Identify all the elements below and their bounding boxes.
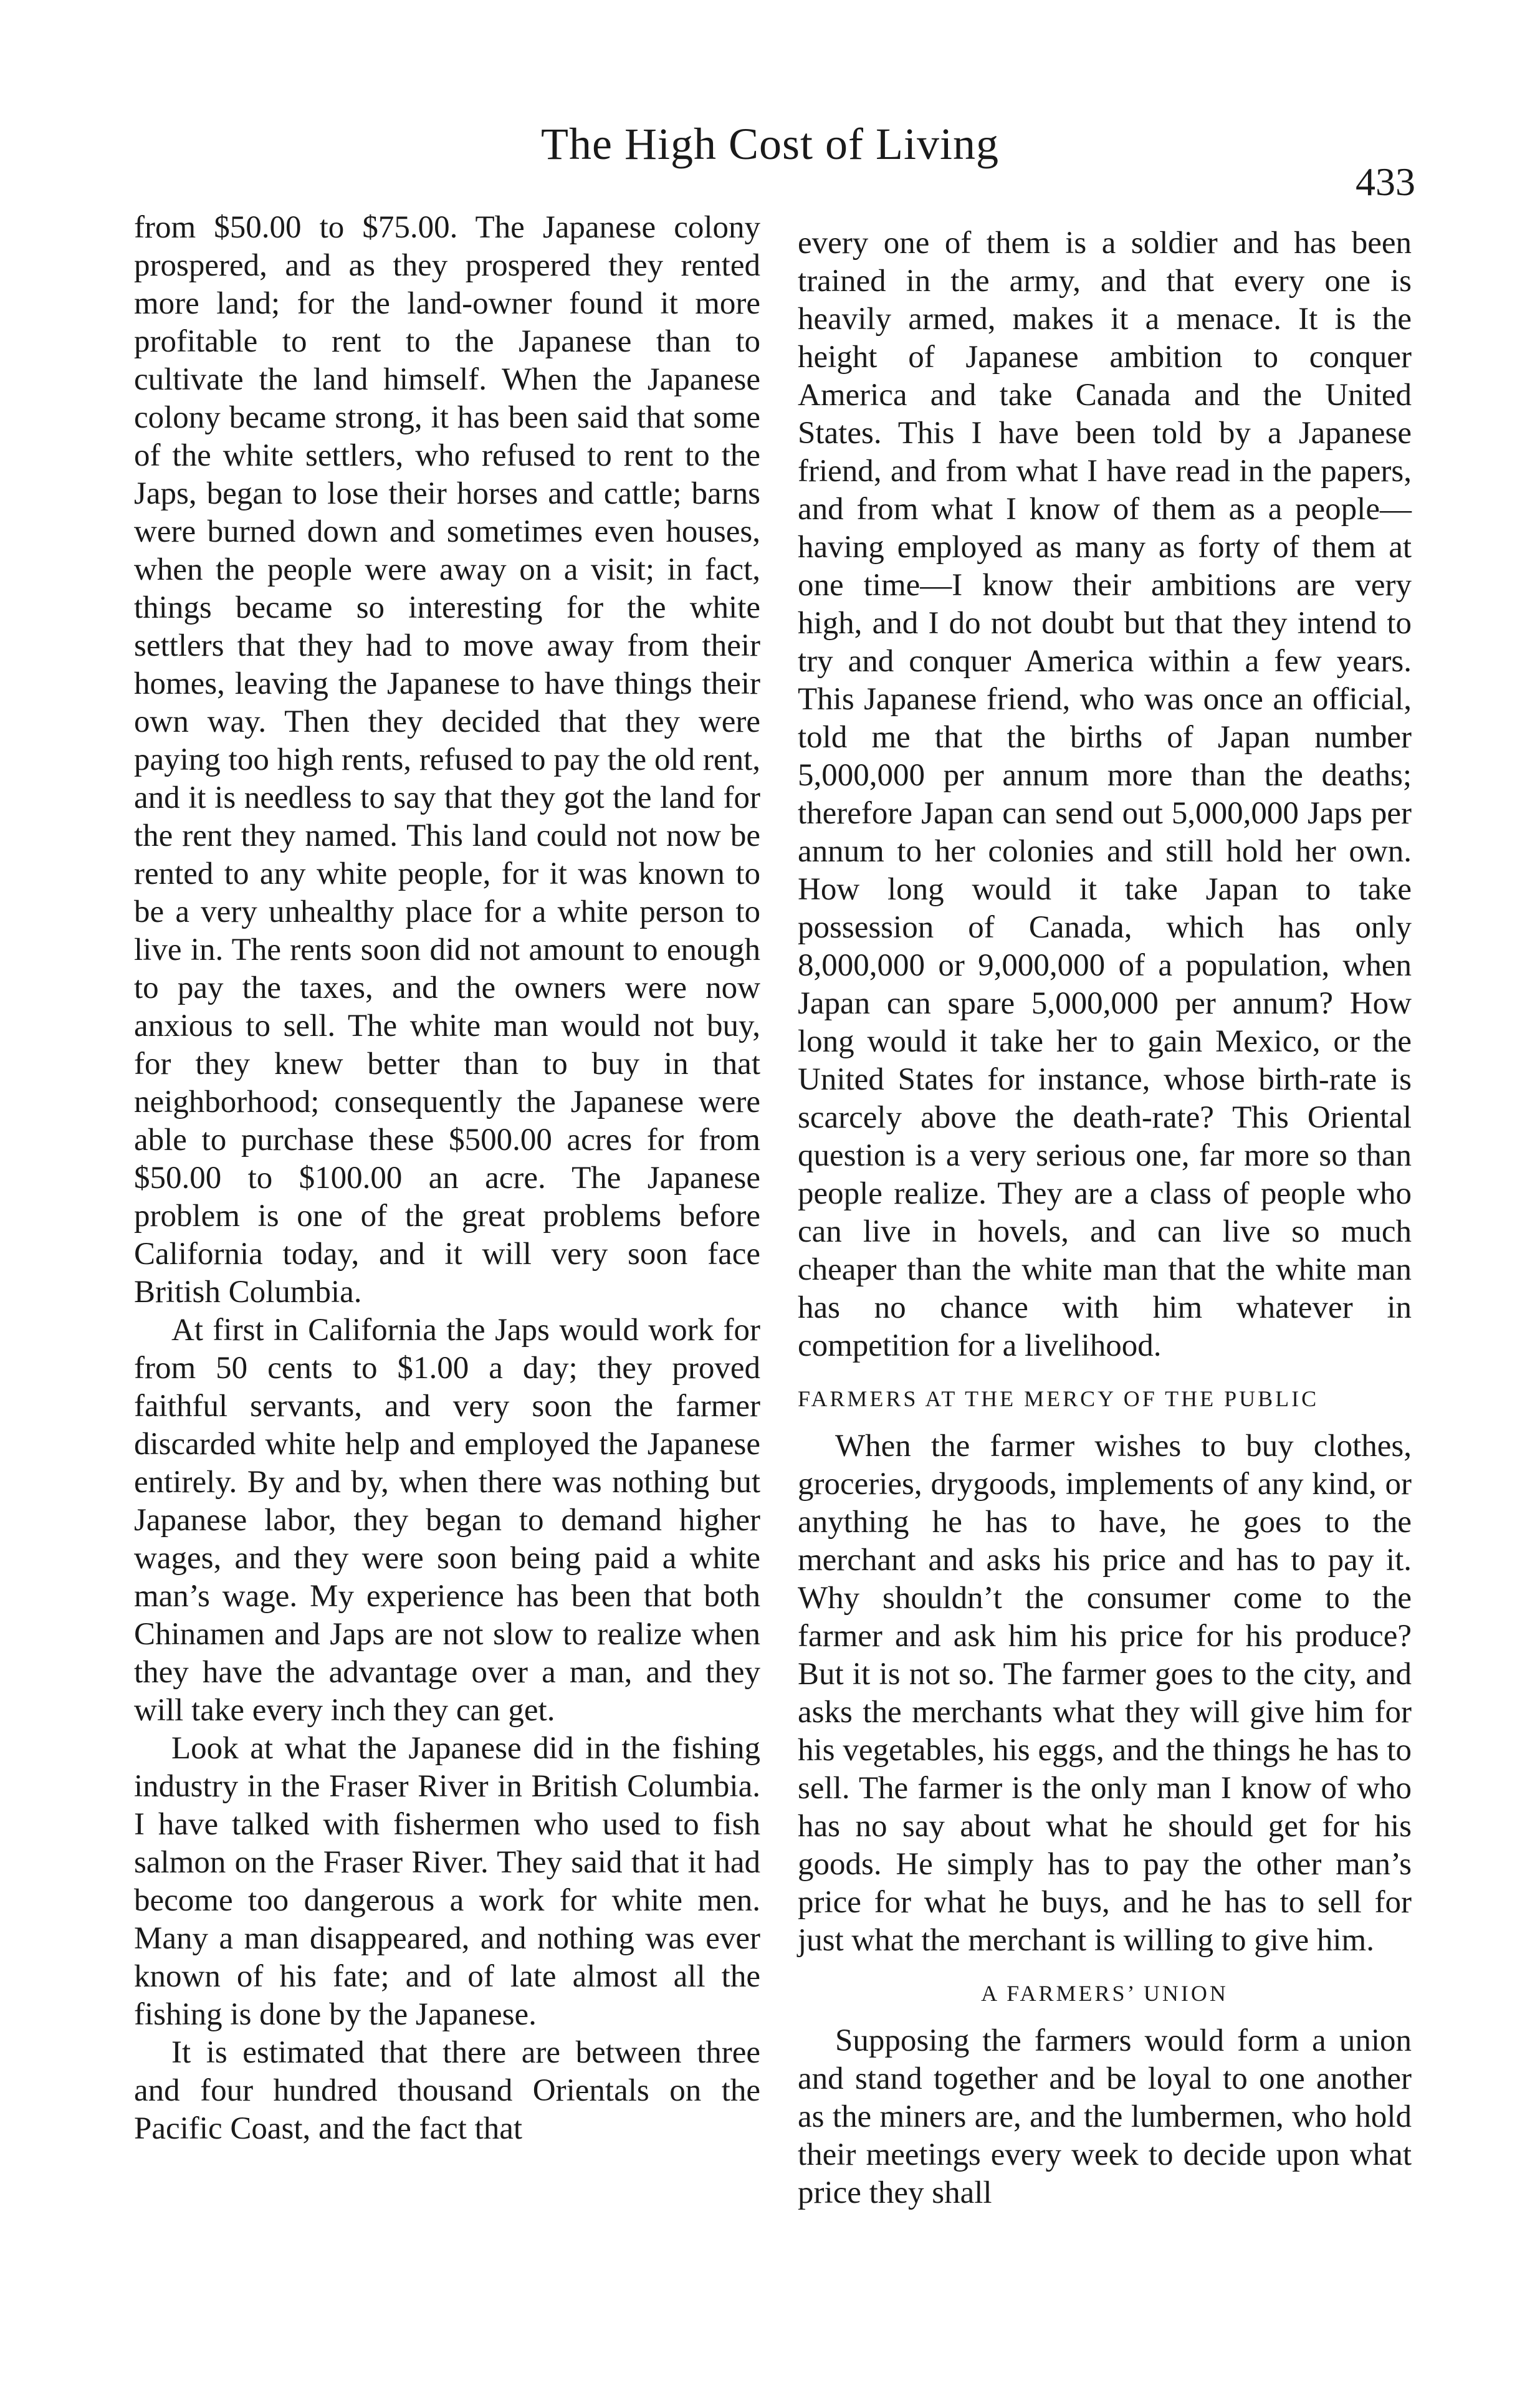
page-number: 433 bbox=[1356, 160, 1415, 204]
right-paragraph-1: every one of them is a soldier and has been trained in the army, and that every one is heavily armed, makes it a menace. It is the height of Japanese ambition to conquer America and take Canada and the United States. This I have been told by a Japanese friend, and from what I have read in the papers, and from what I know of them as a people—having employed as many as forty of them at one time—I know their ambitions are very high, and I do not doubt but that they intend to try and conquer America within a few years. This Japanese friend, who was once an official, told me that the births of Japan number 5,000,000 per annum more than the deaths; therefore Japan can send out 5,000,000 Japs per annum to her colonies and still hold her own. How long would it take Japan to take possession of Canada, which has only 8,000,000 or 9,000,000 of a population, when Japan can spare 5,000,000 per annum? How long would it take her to gain Mexico, or the United States for instance, whose birth-rate is scarcely above the death-rate? This Oriental question is a very serious one, far more so than people realize. They are a class of people who can live in hovels, and can live so much cheaper than the white man that the white man has no chance with him whatever in competition for a livelihood. bbox=[798, 226, 1412, 1363]
left-column bbox=[134, 209, 760, 2148]
left-paragraph-3: Look at what the Japanese did in the fishing industry in the Fraser River in British Columbia. I have talked with fishermen who used to fish salmon on the Fraser River. They said that it had become too dangerous a work for white men. Many a man disappeared, and nothing was ever known of his fate; and of late almost all the fishing is done by the Japanese. bbox=[134, 1731, 760, 2032]
left-paragraph-4: It is estimated that there are between three and four hundred thousand Orientals on the Pacific Coast, and the fact that bbox=[134, 2035, 760, 2146]
section-heading-farmers-union: A FARMERS’ UNION bbox=[981, 1981, 1228, 2006]
running-title: The High Cost of Living bbox=[541, 119, 999, 169]
left-paragraph-1: from $50.00 to $75.00. The Japanese colony prospered, and as they prospered they rented more land; for the land-owner found it more profitable to rent to the Japanese than to cultivate the land himself. When the Japanese colony became strong, it has been said that some of the white settlers, who refused to rent to the Japs, began to lose their horses and cattle; barns were burned down and sometimes even houses, when the people were away on a visit; in fact, things became so interesting for the white settlers that they had to move away from their homes, leaving the Japanese to have things their own way. Then they decided that they were paying too high rents, refused to pay the old rent, and it is needless to say that they got the land for the rent they named. This land could not now be rented to any white people, for it was known to be a very unhealthy place for a white person to live in. The rents soon did not amount to enough to pay the taxes, and the owners were now anxious to sell. The white man would not buy, for they knew better than to buy in that neighborhood; consequently the Japanese were able to purchase these $500.00 acres for from $50.00 to $100.00 an acre. The Japanese problem is one of the great problems before California today, and it will very soon face British Columbia. bbox=[134, 210, 760, 1310]
right-paragraph-3: Supposing the farmers would form a union and stand together and be loyal to one another as the miners are, and the lumbermen, who hold their meetings every week to decide upon what price they shall bbox=[798, 2023, 1412, 2210]
right-column bbox=[798, 224, 1412, 2212]
left-paragraph-2: At first in California the Japs would work for from 50 cents to $1.00 a day; they proved faithful servants, and very soon the farmer discarded white help and employed the Japanese entirely. By and by, when there was nothing but Japanese labor, they began to demand higher wages, and they were soon being paid a white man’s wage. My experience has been that both Chinamen and Japs are not slow to realize when they have the advantage over a man, and they will take every inch they can get. bbox=[134, 1313, 760, 1728]
right-paragraph-2: When the farmer wishes to buy clothes, groceries, drygoods, implements of any kind, or anything he has to have, he goes to the merchant and asks his price and has to pay it. Why shouldn’t the consumer come to the farmer and ask him his price for his produce? But it is not so. The farmer goes to the city, and asks the merchants what they will give him for his vegetables, his eggs, and the things he has to sell. The farmer is the only man I know of who has no say about what he should get for his goods. He simply has to pay the other man’s price for what he buys, and he has to sell for just what the merchant is willing to give him. bbox=[798, 1429, 1412, 1958]
section-heading-farmers-at-mercy: FARMERS AT THE MERCY OF THE PUBLIC bbox=[798, 1386, 1319, 1411]
